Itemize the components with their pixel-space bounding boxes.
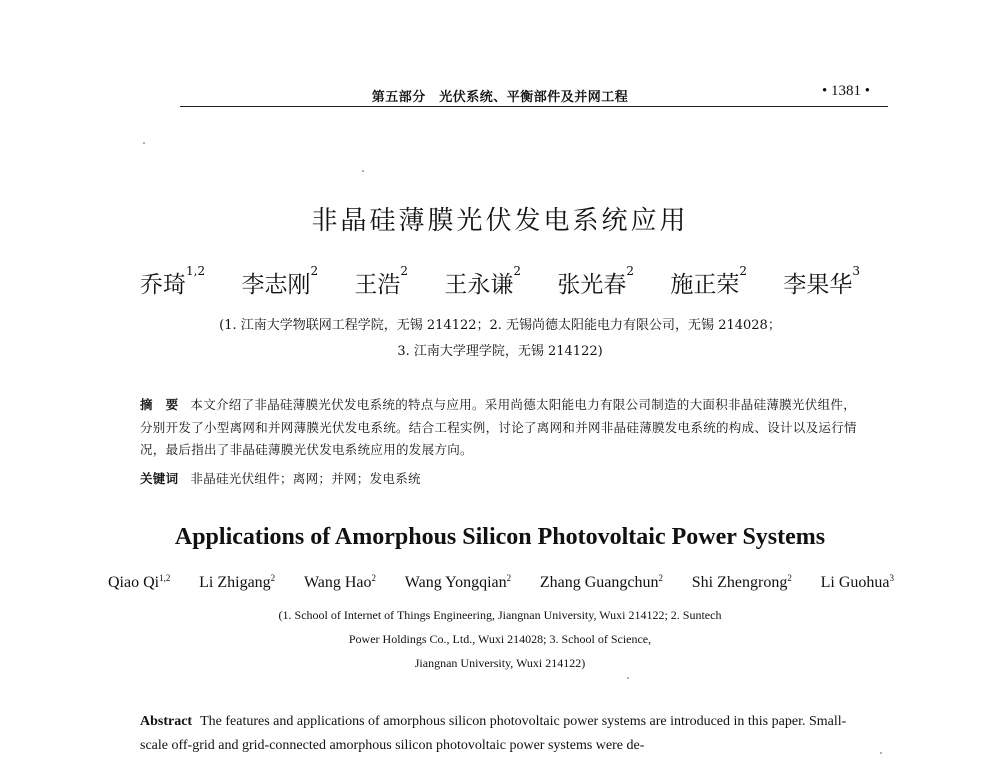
cn-keywords-text: 非晶硅光伏组件；离网；并网；发电系统 bbox=[190, 471, 421, 486]
en-abstract-text: The features and applications of amorphous silicon photovoltaic power systems are introduced in this paper. Small-scale off-grid and grid-connected amorphous silicon photovoltaic power systems were de- bbox=[140, 714, 847, 753]
cn-author: 王永谦$^2$ bbox=[444, 264, 522, 298]
cn-author: 施正荣$^2$ bbox=[670, 264, 748, 298]
cn-keywords-label: 关键词 bbox=[140, 471, 179, 486]
en-author: Wang Yongqian$^2$ bbox=[404, 573, 512, 591]
scan-speck bbox=[143, 142, 145, 144]
en-author-list bbox=[108, 574, 894, 592]
cn-keywords bbox=[140, 469, 858, 487]
en-affiliation-line: Jiangnan University, Wuxi 214122) bbox=[414, 656, 586, 670]
running-header-section: 第五部分 光伏系统、平衡部件及并网工程 bbox=[371, 90, 629, 105]
cn-author: 乔琦$^{1,2}$ bbox=[140, 264, 206, 298]
en-author: Li Guohua$^3$ bbox=[820, 573, 894, 591]
en-author: Shi Zhengrong$^2$ bbox=[691, 573, 792, 591]
en-affiliation-line: Power Holdings Co., Ltd., Wuxi 214028; 3. School of Science, bbox=[348, 632, 652, 646]
cn-author: 王浩$^2$ bbox=[354, 264, 409, 298]
en-abstract-label: Abstract bbox=[140, 714, 193, 729]
page-number: • 1381 • bbox=[822, 83, 871, 99]
en-abstract bbox=[140, 710, 860, 758]
cn-abstract-text: 本文介绍了非晶硅薄膜光伏发电系统的特点与应用。采用尚德太阳能电力有限公司制造的大面积非晶硅薄膜光伏组件，分别开发了小型离网和并网薄膜光伏发电系统。结合工程实例，讨论了离网和并网非晶硅薄膜发电系统的构成、设计以及运行情况，最后指出了非晶硅薄膜光伏发电系统应用的发展方向。 bbox=[140, 397, 857, 457]
cn-author-list bbox=[140, 266, 860, 299]
en-author: Zhang Guangchun$^2$ bbox=[539, 573, 664, 591]
cn-author: 李果华$^3$ bbox=[783, 264, 860, 298]
en-author: Qiao Qi$^{1,2}$ bbox=[108, 573, 171, 591]
scan-speck bbox=[362, 170, 364, 172]
scan-speck bbox=[627, 677, 629, 679]
cn-author: 李志刚$^2$ bbox=[241, 264, 319, 298]
cn-affiliation-line: 3. 江南大学理学院，无锡 214122) bbox=[397, 344, 603, 359]
cn-author: 张光春$^2$ bbox=[557, 264, 635, 298]
cn-affiliation-line: (1. 江南大学物联网工程学院，无锡 214122；2. 无锡尚德太阳能电力有限公司，无锡 214028； bbox=[219, 318, 781, 333]
en-paper-title: Applications of Amorphous Silicon Photovoltaic Power Systems bbox=[174, 524, 826, 550]
cn-abstract-label: 摘 要 bbox=[140, 397, 179, 412]
header-rule bbox=[180, 106, 888, 107]
en-author: Li Zhigang$^2$ bbox=[199, 573, 276, 591]
cn-abstract bbox=[140, 394, 858, 462]
cn-paper-title: 非晶硅薄膜光伏发电系统应用 bbox=[311, 206, 689, 236]
scan-speck bbox=[880, 752, 882, 754]
en-affiliation-line: (1. School of Internet of Things Engineering, Jiangnan University, Wuxi 214122; 2. Suntech bbox=[278, 608, 722, 622]
en-author: Wang Hao$^2$ bbox=[303, 573, 377, 591]
